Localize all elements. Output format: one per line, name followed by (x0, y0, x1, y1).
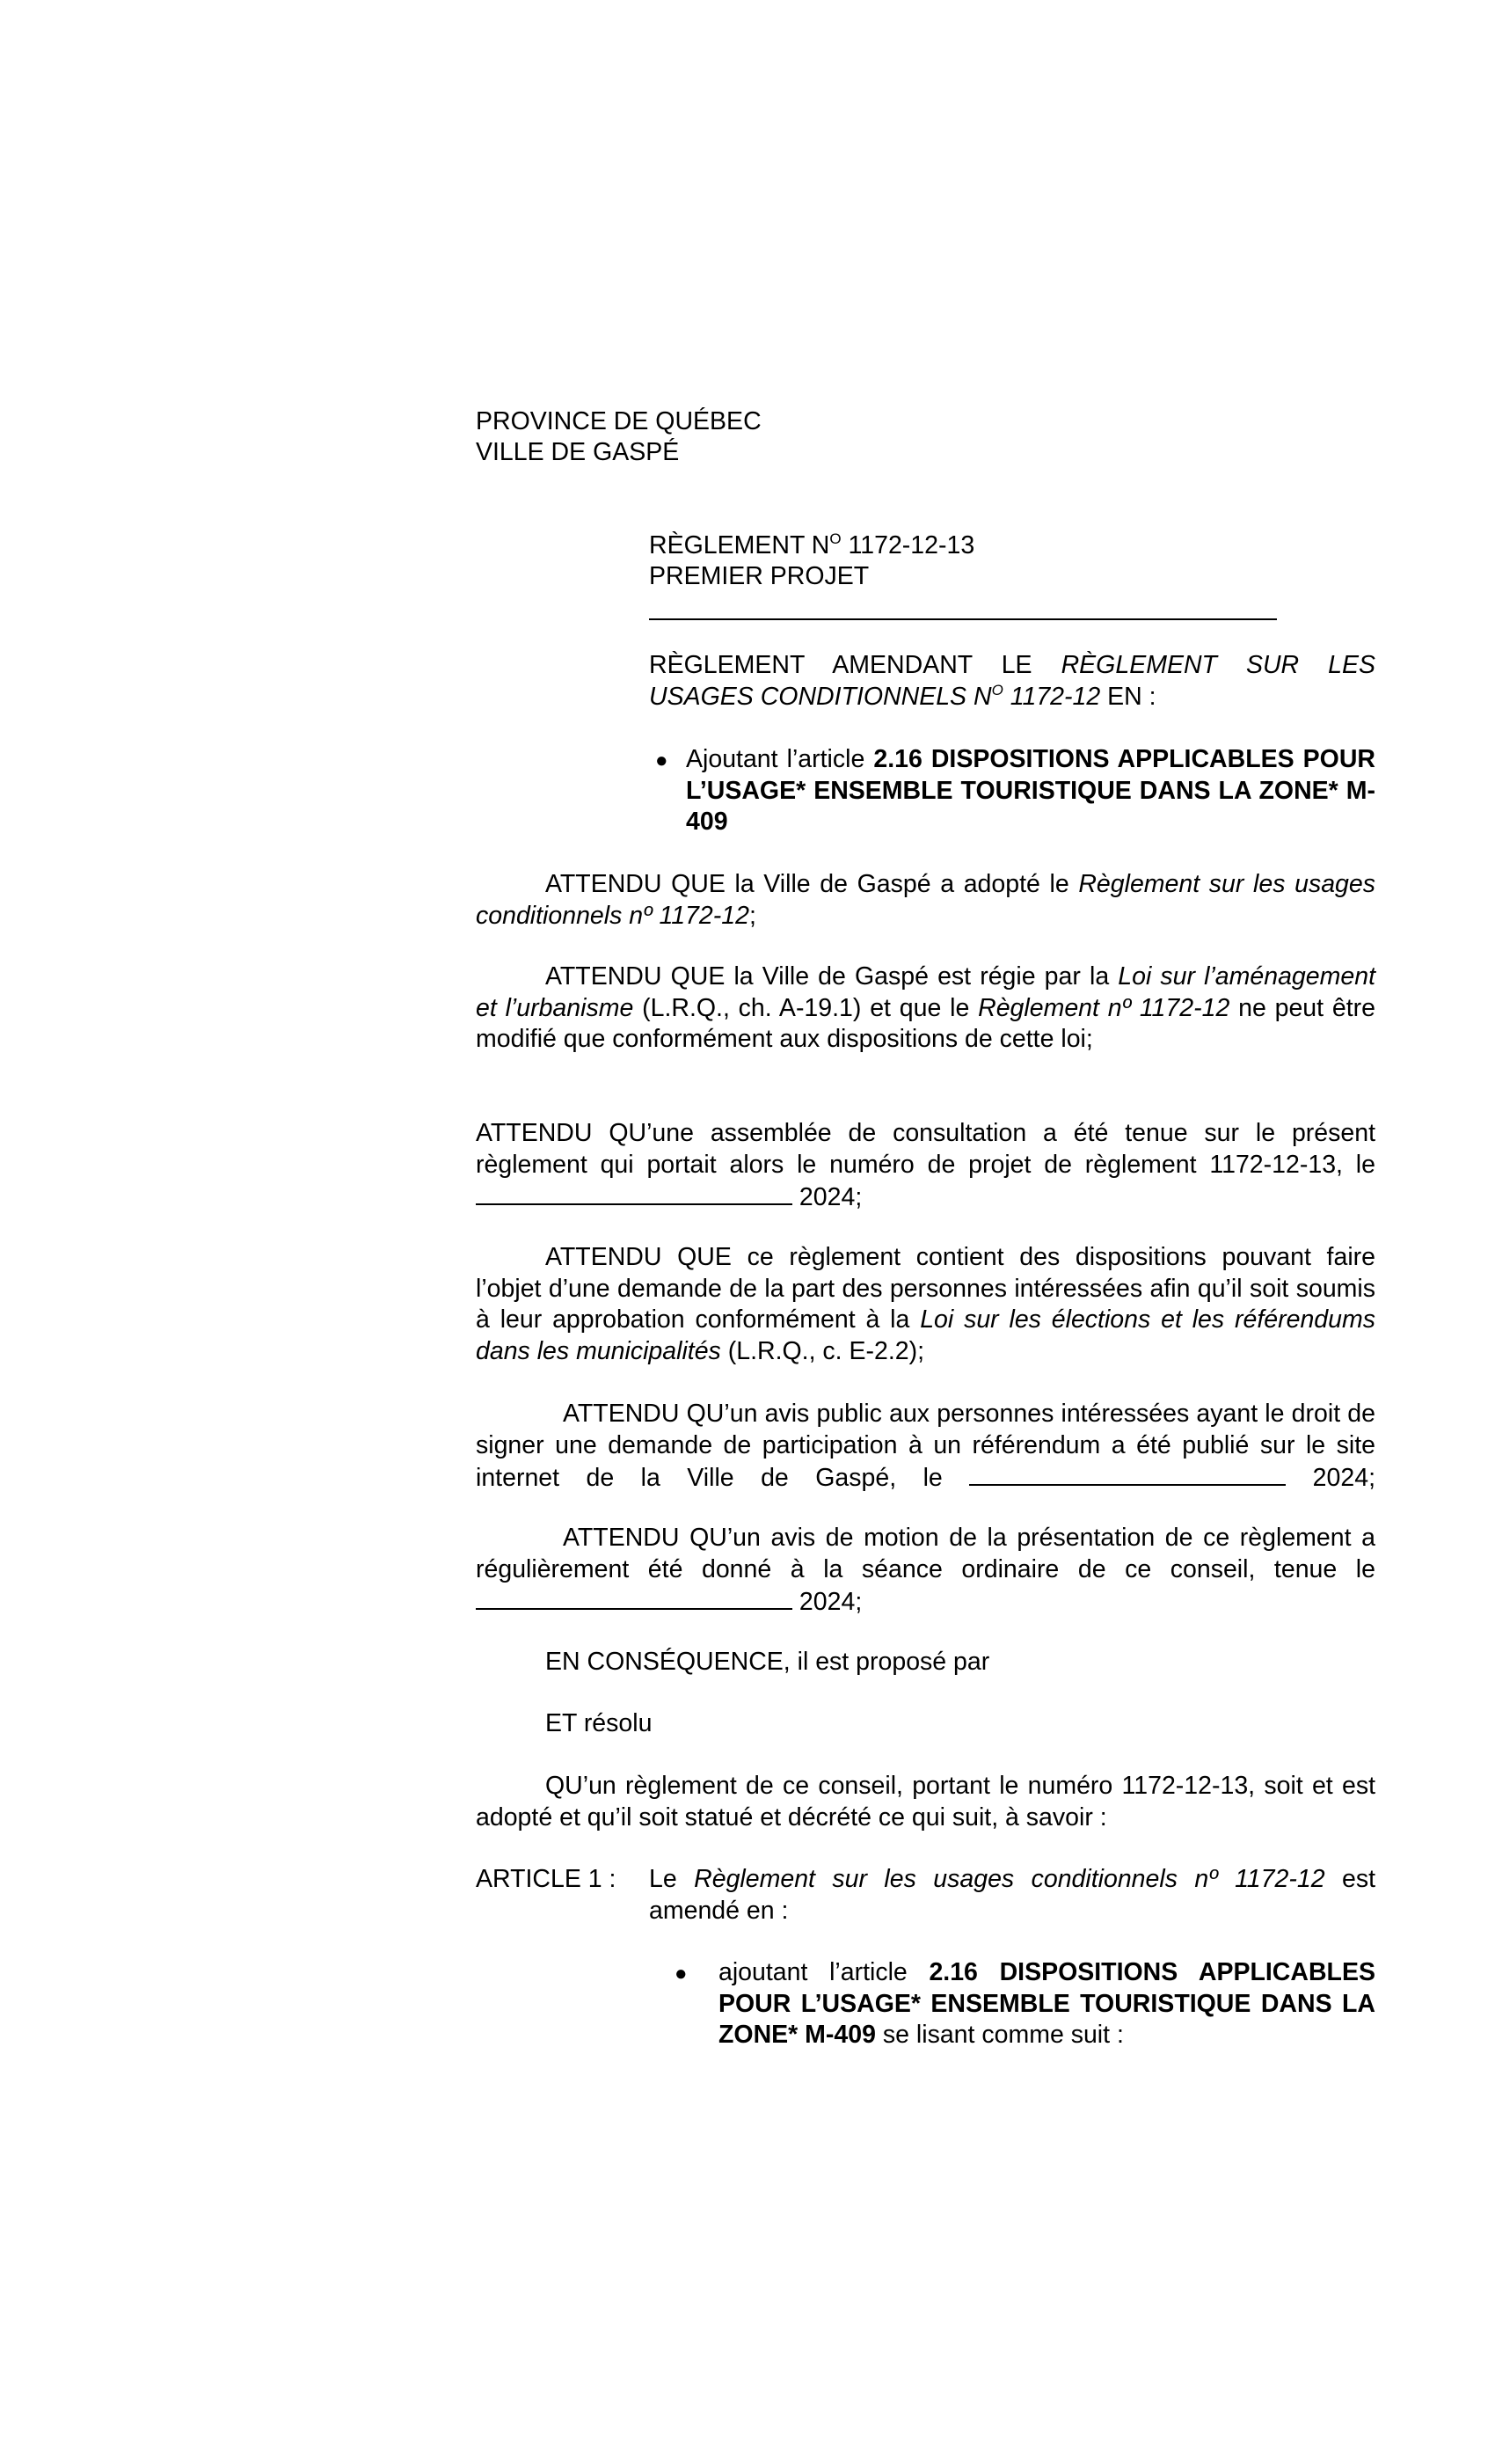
date-blank (969, 1461, 1286, 1486)
bullet-item-1: Ajoutant l’article 2.16 DISPOSITIONS APPLICABLES POUR L’USAGE* ENSEMBLE TOURISTIQUE DANS LA ZONE* M-409 (686, 745, 1375, 836)
header-ville: VILLE DE GASPÉ (476, 438, 680, 466)
reglement-number: RÈGLEMENT $N^O$ 1172-12-13 (649, 530, 975, 559)
article-1-text: Le Règlement sur les usages conditionnels nº 1172-12 est amendé en : (649, 1865, 1376, 1925)
reglement-title: RÈGLEMENT AMENDANT LE RÈGLEMENT SUR LES USAGES CONDITIONNELS $N^O$ 1172-12 EN : (649, 651, 1375, 711)
qu-reglement: QU’un règlement de ce conseil, portant le numéro 1172-12-13, soit et est adopté et qu’il soit statué et décrété ce qui suit, à savoir : (476, 1772, 1375, 1832)
resolu: ET résolu (545, 1709, 653, 1737)
consequence: EN CONSÉQUENCE, il est proposé par (545, 1648, 990, 1676)
attendu-1: ATTENDU QUE la Ville de Gaspé a adopté le Règlement sur les usages conditionnels nº 1172-12; (476, 870, 1375, 930)
article-1-label: ARTICLE 1 : (476, 1865, 616, 1893)
attendu-6: ATTENDU QU’un avis de motion de la présentation de ce règlement a régulièrement été donné à la séance ordinaire de ce conseil, tenue le 2024; (476, 1524, 1375, 1616)
attendu-2: ATTENDU QUE la Ville de Gaspé est régie par la Loi sur l’aménagement et l’urbanisme (L.R.Q., ch. A-19.1) et que le Règlement nº 1172-12 ne peut être modifié que conformément aux dispositions de cette loi; (476, 962, 1375, 1053)
reglement-projet: PREMIER PROJET (649, 562, 870, 590)
date-blank (476, 1585, 792, 1610)
date-blank (476, 1181, 792, 1205)
header-province: PROVINCE DE QUÉBEC (476, 407, 762, 435)
attendu-4: ATTENDU QUE ce règlement contient des dispositions pouvant faire l’objet d’une demande de la part des personnes intéressées afin qu’il soit soumis à leur approbation conformément à la Loi sur les élections et les référendums dans les municipalités (L.R.Q., c. E-2.2); (476, 1243, 1375, 1365)
bullet-marker: ● (675, 1962, 688, 1985)
bullet-item-2: ajoutant l’article 2.16 DISPOSITIONS APPLICABLES POUR L’USAGE* ENSEMBLE TOURISTIQUE DANS LA ZONE* M-409 se lisant comme suit : (718, 1958, 1375, 2049)
title-rule (649, 618, 1277, 620)
attendu-5: ATTENDU QU’un avis public aux personnes intéressées ayant le droit de signer une demande de participation à un référendum a été publié sur le site internet de la Ville de Gaspé, le 2024; (476, 1400, 1375, 1492)
bullet-marker: ● (655, 749, 668, 772)
attendu-3: ATTENDU QU’une assemblée de consultation a été tenue sur le présent règlement qui portait alors le numéro de projet de règlement 1172-12-13, le 2024; (476, 1119, 1375, 1211)
